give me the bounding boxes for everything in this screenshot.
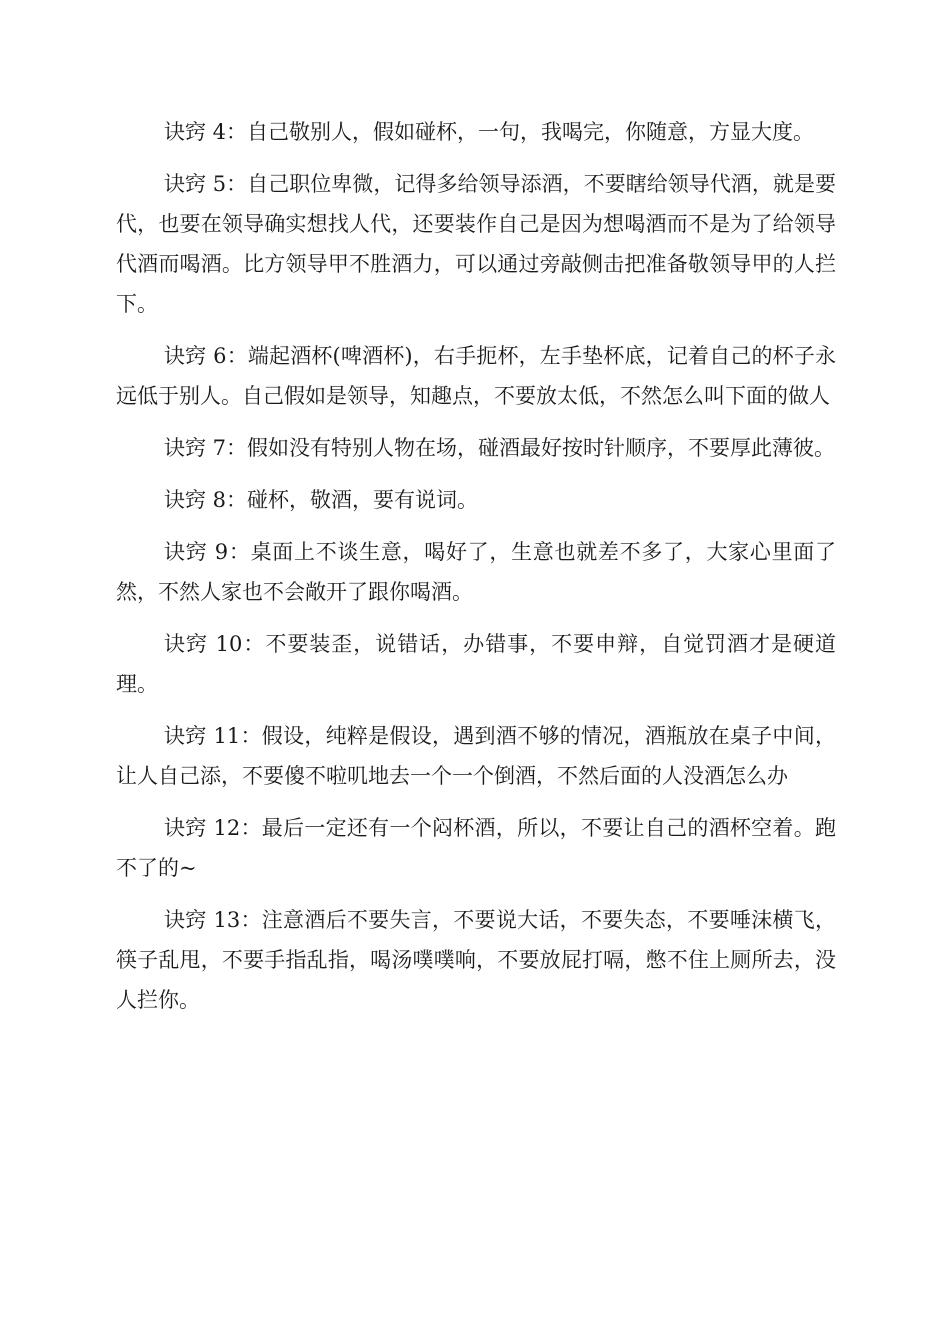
paragraph-tip-8: 诀窍 8：碰杯，敬酒，要有说词。: [164, 488, 479, 512]
paragraph-tip-12: 诀窍 12：最后一定还有一个闷杯酒，所以，不要让自己的酒杯空着。跑不了的~: [116, 816, 836, 880]
paragraph-tip-4: 诀窍 4：自己敬别人，假如碰杯，一句，我喝完，你随意，方显大度。: [164, 120, 815, 144]
paragraph-tip-7: 诀窍 7：假如没有特别人物在场，碰酒最好按时针顺序，不要厚此薄彼。: [164, 436, 836, 460]
paragraph-tip-10: 诀窍 10：不要装歪，说错话，办错事，不要申辩，自觉罚酒才是硬道理。: [116, 632, 836, 696]
paragraph-tip-11: 诀窍 11：假设，纯粹是假设，遇到酒不够的情况，酒瓶放在桌子中间，让人自己添，不要傻不啦叽地去一个一个倒酒，不然后面的人没酒怎么办: [116, 724, 836, 788]
paragraph-tip-9: 诀窍 9：桌面上不谈生意，喝好了，生意也就差不多了，大家心里面了然，不然人家也不会敞开了跟你喝酒。: [116, 540, 836, 604]
paragraph-tip-5: 诀窍 5：自己职位卑微，记得多给领导添酒，不要瞎给领导代酒，就是要代，也要在领导确实想找人代，还要装作自己是因为想喝酒而不是为了给领导代酒而喝酒。比方领导甲不胜酒力，可以通过旁敲侧击把准备敬领导甲的人拦下。: [116, 172, 836, 316]
paragraph-tip-13: 诀窍 13：注意酒后不要失言，不要说大话，不要失态，不要唾沫横飞，筷子乱甩，不要手指乱指，喝汤噗噗响，不要放屁打嗝，憋不住上厕所去，没人拦你。: [116, 908, 836, 1012]
paragraph-tip-6: 诀窍 6：端起酒杯(啤酒杯)，右手扼杯，左手垫杯底，记着自己的杯子永远低于别人。自己假如是领导，知趣点，不要放太低，不然怎么叫下面的做人: [116, 344, 836, 408]
document-body: [116, 112, 836, 1032]
